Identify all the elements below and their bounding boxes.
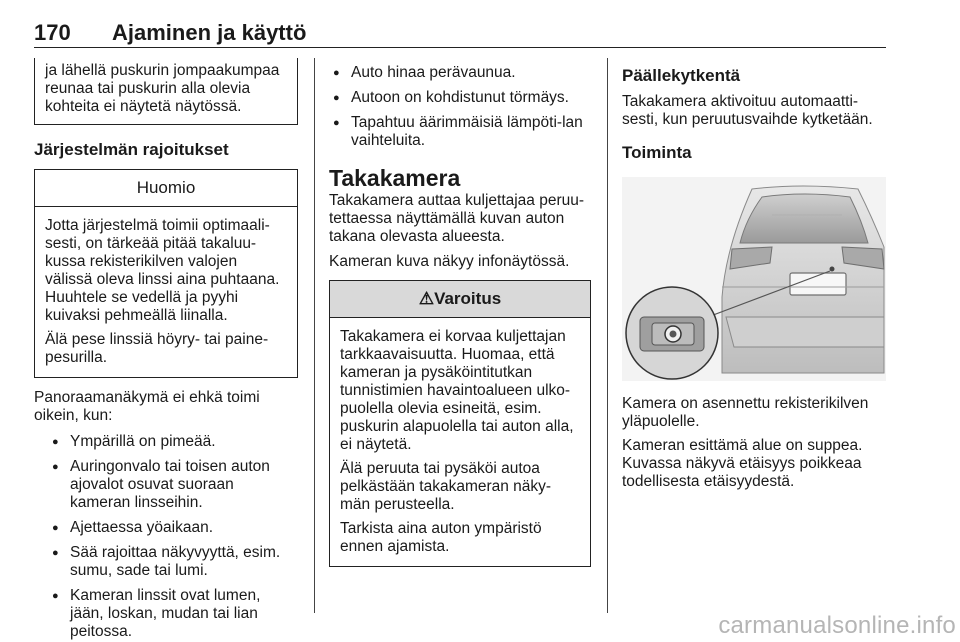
warning-box bbox=[329, 280, 591, 567]
rear-camera-illustration bbox=[622, 177, 886, 381]
limitations-intro: Panoraamanäkymä ei ehkä toimi oikein, kun: bbox=[34, 389, 260, 424]
column-middle bbox=[329, 58, 591, 567]
list-item: ● Kameran linssit ovat lumen, jään, loskan, mudan tai lian peitossa. bbox=[48, 587, 298, 641]
notice-heading: Huomio bbox=[35, 170, 297, 207]
warning-paragraph: Takakamera ei korvaa kuljettajan tarkkaavaisuutta. Huomaa, että kameran ja pysäköintitutkan tunnistimien havaintoalueen ulko-puolella olevia esineitä, esim. puskurin alapuolella tai auton alla, ei näytetä. bbox=[340, 328, 574, 453]
warning-paragraph: Älä peruuta tai pysäköi autoa pelkästään takakameran näky-män perusteella. bbox=[340, 460, 552, 513]
column-divider bbox=[314, 58, 315, 613]
continued-notice-text: ja lähellä puskurin jompaakumpaa reunaa tai puskurin alla olevia kohteita ei näytetä näytössä. bbox=[45, 62, 280, 115]
notice-paragraph: Älä pese linssiä höyry- tai paine-pesurilla. bbox=[45, 331, 269, 366]
list-item: ● Autoon on kohdistunut törmäys. bbox=[329, 89, 591, 107]
column-right bbox=[622, 58, 886, 491]
camera-location-text: Kamera on asennettu rekisterikilven yläpuolelle. bbox=[622, 395, 869, 430]
list-item: ● Auto hinaa perävaunua. bbox=[329, 64, 591, 82]
section-heading-activation: Päällekytkentä bbox=[622, 66, 741, 85]
warning-icon: ⚠ bbox=[418, 289, 435, 308]
page-title: Ajaminen ja käyttö bbox=[112, 20, 307, 45]
rear-camera-display-note: Kameran kuva näkyy infonäytössä. bbox=[329, 253, 570, 270]
warning-heading bbox=[330, 281, 590, 318]
page-header bbox=[34, 18, 886, 48]
limitations-list bbox=[48, 433, 298, 641]
continued-notice-box bbox=[34, 58, 298, 125]
warning-heading-label: Varoitus bbox=[434, 289, 502, 308]
list-item: ● Ajettaessa yöaikaan. bbox=[48, 519, 298, 537]
camera-range-text: Kameran esittämä alue on suppea. Kuvassa näkyvä etäisyys poikkeaa todellisesta etäisyydestä. bbox=[622, 437, 863, 490]
limitations-list-continued bbox=[329, 64, 591, 150]
section-heading-operation: Toiminta bbox=[622, 143, 692, 162]
list-item: ● Ympärillä on pimeää. bbox=[48, 433, 298, 451]
notice-paragraph: Jotta järjestelmä toimii optimaali-sesti, on tärkeää pitää takaluu-kussa rekisterikilven valojen välissä oleva linssi aina puhtaana. Huuhtele se vedellä ja pyyhi kuivaksi pehmeällä liinalla. bbox=[45, 217, 280, 324]
list-item: ● Auringonvalo tai toisen auton ajovalot osuvat suoraan kameran linsseihin. bbox=[48, 458, 298, 512]
warning-paragraph: Tarkista aina auton ympäristö ennen ajamista. bbox=[340, 520, 542, 555]
rear-camera-description: Takakamera auttaa kuljettajaa peruu-tettaessa näyttämällä kuvan auton takana olevasta alueesta. bbox=[329, 192, 585, 245]
page-number: 170 bbox=[34, 20, 71, 45]
list-item: ● Sää rajoittaa näkyvyyttä, esim. sumu, sade tai lumi. bbox=[48, 544, 298, 580]
section-heading-limitations: Järjestelmän rajoitukset bbox=[34, 140, 229, 159]
list-item: ● Tapahtuu äärimmäisiä lämpöti-lan vaihteluita. bbox=[329, 114, 591, 150]
car-rear-camera-image bbox=[622, 177, 886, 381]
watermark: carmanualsonline.info bbox=[718, 612, 956, 639]
column-divider bbox=[607, 58, 608, 613]
section-heading-rear-camera: Takakamera bbox=[329, 165, 461, 191]
notice-box bbox=[34, 169, 298, 378]
column-left bbox=[34, 58, 298, 641]
activation-text: Takakamera aktivoituu automaatti-sesti, kun peruutusvaihde kytketään. bbox=[622, 93, 873, 128]
